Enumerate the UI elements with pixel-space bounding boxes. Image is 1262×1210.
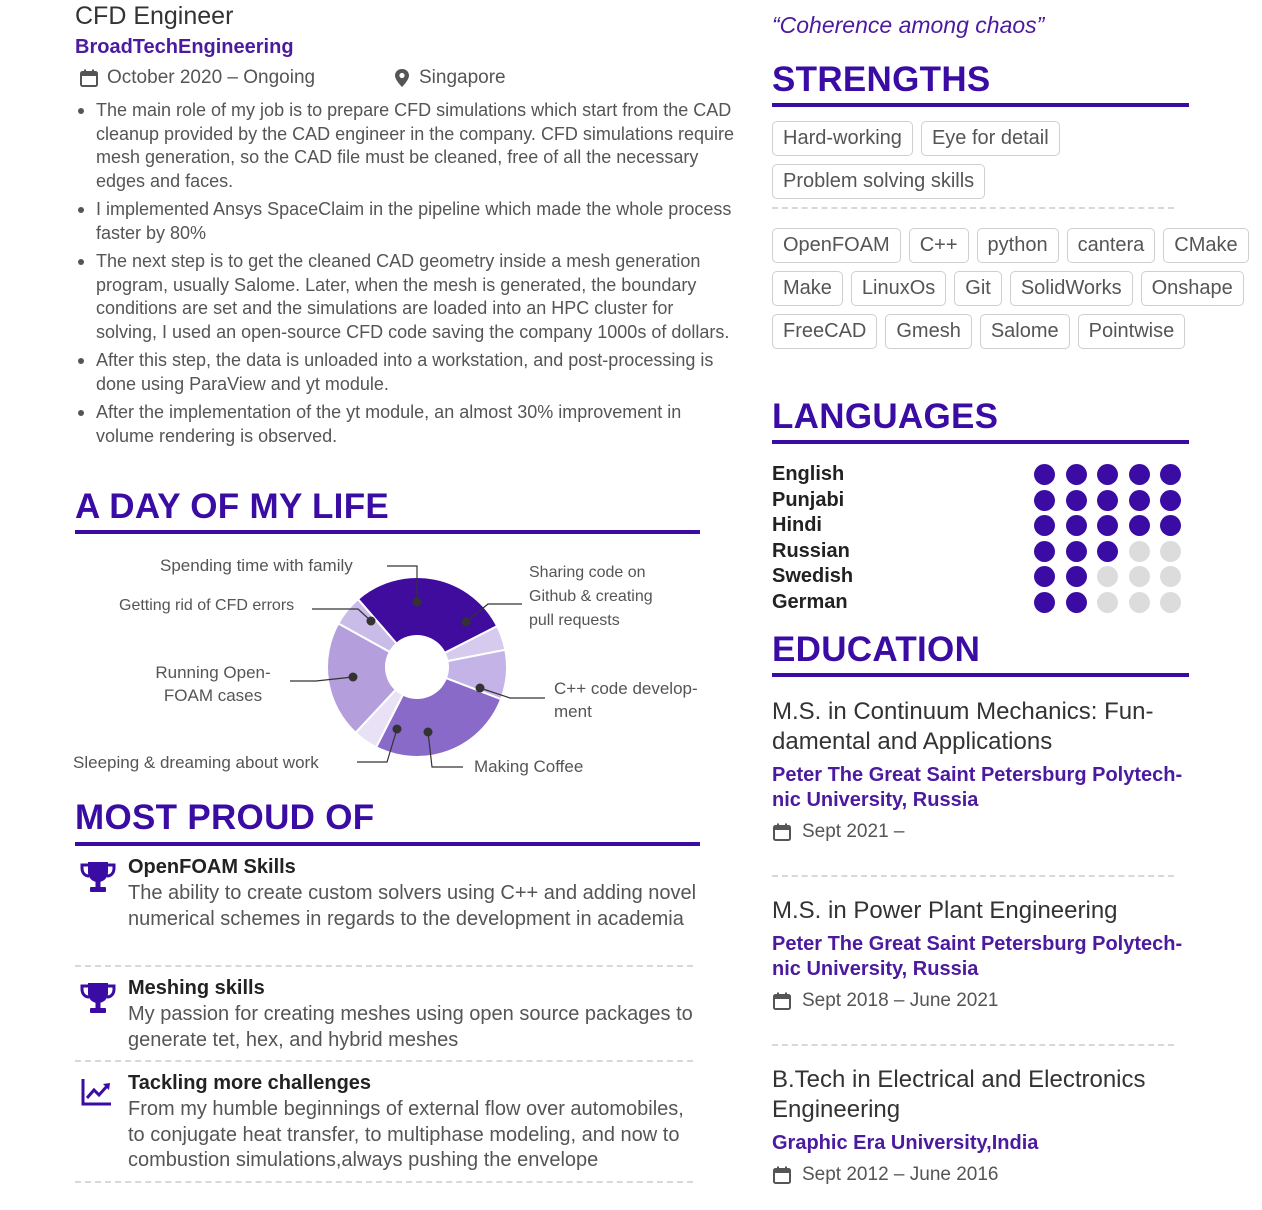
- level-dot-filled: [1129, 490, 1150, 511]
- donut-label-github: [529, 561, 653, 633]
- proud-item-desc: My passion for creating meshes using open source packages to generate tet, hex, and hybrid meshes: [128, 1003, 693, 1051]
- level-dot-filled: [1066, 464, 1087, 485]
- section-rule: [772, 103, 1189, 107]
- job-bullets: [78, 99, 738, 453]
- level-dot-filled: [1066, 566, 1087, 587]
- leader-dot: [393, 725, 402, 734]
- level-dot-filled: [1160, 464, 1181, 485]
- language-level-dots: [1034, 541, 1181, 562]
- level-dot-empty: [1097, 592, 1118, 613]
- divider: [75, 1060, 693, 1062]
- section-heading-education: EDUCATION: [772, 630, 981, 669]
- job-location-text: Singapore: [419, 67, 506, 88]
- calendar-icon: [79, 68, 99, 88]
- level-dot-filled: [1034, 566, 1055, 587]
- job-location: [393, 67, 506, 89]
- leader-dot: [424, 728, 433, 737]
- language-row: [772, 539, 1192, 565]
- skill-tag: CMake: [1163, 228, 1248, 263]
- level-dot-empty: [1129, 566, 1150, 587]
- level-dot-filled: [1066, 515, 1087, 536]
- job-period: [79, 67, 315, 89]
- language-level-dots: [1034, 490, 1181, 511]
- proud-item-desc: From my humble beginnings of external flow over automobiles, to conjugate heat transfer, to multiphase modeling, and now to combustion simulations,always pushing the envelope: [128, 1098, 684, 1171]
- section-heading-proud: MOST PROUD OF: [75, 798, 375, 837]
- company-name: BroadTechEngineering: [75, 36, 294, 58]
- education-entry: [772, 697, 1192, 843]
- level-dot-filled: [1066, 592, 1087, 613]
- level-dot-empty: [1097, 566, 1118, 587]
- university-line: Peter The Great Saint Petersburg Polytech-: [772, 764, 1183, 786]
- trophy-icon: [79, 858, 117, 896]
- education-date-text: Sept 2021 –: [802, 821, 905, 842]
- leader-dot: [476, 684, 485, 693]
- education-date: [772, 821, 1192, 843]
- university-line: Peter The Great Saint Petersburg Polytech-: [772, 933, 1183, 955]
- level-dot-empty: [1129, 592, 1150, 613]
- degree-line: B.Tech in Electrical and Electronics: [772, 1066, 1146, 1093]
- location-pin-icon: [393, 68, 411, 88]
- trend-chart-icon: [79, 1074, 115, 1110]
- donut-label-errors: Getting rid of CFD errors: [119, 597, 295, 614]
- calendar-icon: [772, 1165, 792, 1185]
- language-row: [772, 564, 1192, 590]
- divider: [772, 207, 1174, 209]
- level-dot-filled: [1034, 541, 1055, 562]
- skill-tag: Hard-working: [772, 121, 913, 156]
- language-name: Punjabi: [772, 488, 845, 511]
- section-heading-strengths: STRENGTHS: [772, 60, 991, 99]
- skill-tag: Make: [772, 271, 843, 306]
- section-heading-languages: LANGUAGES: [772, 397, 999, 436]
- donut-label-family: Spending time with family: [160, 556, 353, 575]
- level-dot-filled: [1034, 592, 1055, 613]
- donut-label-line: pull requests: [529, 612, 620, 629]
- donut-label-line: Sharing code on: [529, 564, 646, 581]
- skill-tag: python: [977, 228, 1059, 263]
- level-dot-filled: [1097, 464, 1118, 485]
- leader-dot: [367, 617, 376, 626]
- divider: [772, 875, 1174, 877]
- skill-tag: Problem solving skills: [772, 164, 985, 199]
- language-name: German: [772, 590, 848, 613]
- leader-dot: [462, 618, 471, 627]
- degree-line: Engineering: [772, 1096, 901, 1123]
- proud-item: [75, 856, 697, 956]
- donut-label-line: FOAM cases: [163, 686, 263, 705]
- level-dot-filled: [1097, 541, 1118, 562]
- degree-line: damental and Applications: [772, 728, 1053, 755]
- skill-tag: SolidWorks: [1010, 271, 1133, 306]
- skill-tag: LinuxOs: [851, 271, 946, 306]
- proud-item-desc: The ability to create custom solvers using C++ and adding novel numerical schemes in regards to the development in academia: [128, 882, 697, 930]
- skill-tag: Salome: [980, 314, 1070, 349]
- university-line: Graphic Era University,India: [772, 1132, 1039, 1154]
- skill-tag: Pointwise: [1078, 314, 1186, 349]
- job-bullet: I implemented Ansys SpaceClaim in the pipeline which made the whole process faster by 80%: [78, 198, 738, 245]
- level-dot-filled: [1129, 515, 1150, 536]
- university-name: [772, 932, 1192, 982]
- level-dot-filled: [1097, 515, 1118, 536]
- section-rule: [75, 530, 700, 534]
- education-date: [772, 990, 1192, 1012]
- language-level-dots: [1034, 566, 1181, 587]
- degree-title: [772, 896, 1192, 926]
- language-name: English: [772, 463, 845, 486]
- tool-skill-tags: [772, 228, 1257, 349]
- skill-tag: cantera: [1067, 228, 1156, 263]
- university-name: [772, 763, 1192, 813]
- proud-item-title: OpenFOAM Skills: [128, 856, 296, 878]
- language-name: Hindi: [772, 514, 822, 537]
- skill-tag: FreeCAD: [772, 314, 877, 349]
- degree-line: M.S. in Continuum Mechanics: Fun-: [772, 698, 1154, 725]
- education-entry: [772, 1065, 1192, 1186]
- language-row: [772, 513, 1192, 539]
- skill-tag: C++: [909, 228, 969, 263]
- level-dot-empty: [1160, 566, 1181, 587]
- language-name: Swedish: [772, 565, 854, 588]
- skill-tag: Git: [954, 271, 1002, 306]
- level-dot-empty: [1160, 592, 1181, 613]
- calendar-icon: [772, 991, 792, 1011]
- job-bullet: After the implementation of the yt module, an almost 30% improvement in volume rendering is observed.: [78, 401, 738, 448]
- job-title: CFD Engineer: [75, 2, 234, 30]
- section-heading-day: A DAY OF MY LIFE: [75, 487, 390, 526]
- job-bullet: The next step is to get the cleaned CAD geometry inside a mesh generation program, usually Salome. Later, when the mesh is generated, the boundary conditions are set and the simulations are loaded into an HPC cluster for solving, I used an open-source CFD code saving the company 1000s of dollars.: [78, 250, 738, 344]
- skill-tag: OpenFOAM: [772, 228, 901, 263]
- language-level-dots: [1034, 464, 1181, 485]
- soft-skill-tags: [772, 121, 1102, 199]
- level-dot-empty: [1129, 541, 1150, 562]
- education-entry: [772, 896, 1192, 1012]
- level-dot-filled: [1097, 490, 1118, 511]
- donut-label-line: Github & creating: [529, 588, 653, 605]
- skill-tag: Eye for detail: [921, 121, 1060, 156]
- proud-item-title: Meshing skills: [128, 977, 265, 999]
- trophy-icon: [79, 979, 117, 1017]
- degree-title: [772, 697, 1192, 757]
- skill-tag: Onshape: [1141, 271, 1244, 306]
- language-level-dots: [1034, 515, 1181, 536]
- language-level-dots: [1034, 592, 1181, 613]
- skill-tag: Gmesh: [885, 314, 971, 349]
- donut-label-line: C++ code develop-: [554, 679, 698, 698]
- divider: [75, 965, 693, 967]
- level-dot-filled: [1160, 515, 1181, 536]
- divider: [772, 1044, 1174, 1046]
- proud-item: [75, 977, 693, 1052]
- level-dot-filled: [1034, 515, 1055, 536]
- level-dot-filled: [1034, 464, 1055, 485]
- university-line: nic University, Russia: [772, 789, 979, 811]
- level-dot-filled: [1066, 541, 1087, 562]
- leader-dot: [413, 598, 422, 607]
- language-name: Russian: [772, 539, 850, 562]
- job-bullet: The main role of my job is to prepare CFD simulations which start from the CAD cleanup provided by the CAD engineer in the company. CFD simulations require mesh generation, so the CAD file must be cleaned, free of all the necessary edges and faces.: [78, 99, 738, 193]
- calendar-icon: [772, 822, 792, 842]
- university-line: nic University, Russia: [772, 958, 979, 980]
- section-rule: [772, 440, 1189, 444]
- education-date-text: Sept 2012 – June 2016: [802, 1164, 999, 1185]
- language-row: [772, 462, 1192, 488]
- donut-label-sleeping: Sleeping & dreaming about work: [73, 753, 319, 772]
- degree-line: M.S. in Power Plant Engineering: [772, 897, 1118, 924]
- job-bullet: After this step, the data is unloaded into a workstation, and post-processing is done using ParaView and yt module.: [78, 349, 738, 396]
- divider: [75, 1181, 693, 1183]
- donut-label-line: ment: [554, 702, 592, 721]
- level-dot-empty: [1160, 541, 1181, 562]
- donut-label-coffee: Making Coffee: [474, 757, 584, 776]
- university-name: [772, 1131, 1192, 1156]
- donut-label-openfoam: [150, 661, 276, 707]
- level-dot-filled: [1066, 490, 1087, 511]
- donut-label-cpp: [554, 677, 698, 723]
- language-row: [772, 488, 1192, 514]
- degree-title: [772, 1065, 1192, 1125]
- donut-label-line: Running Open-: [155, 663, 271, 682]
- level-dot-filled: [1034, 490, 1055, 511]
- level-dot-filled: [1129, 464, 1150, 485]
- section-rule: [75, 842, 700, 846]
- leader-dot: [349, 673, 358, 682]
- language-row: [772, 590, 1192, 616]
- proud-item-title: Tackling more challenges: [128, 1072, 372, 1094]
- education-date: [772, 1164, 1192, 1186]
- quote: “Coherence among chaos”: [772, 12, 1045, 38]
- job-period-text: October 2020 – Ongoing: [107, 67, 316, 88]
- section-rule: [772, 673, 1189, 677]
- proud-item: [75, 1072, 693, 1177]
- education-date-text: Sept 2018 – June 2021: [802, 990, 999, 1011]
- level-dot-filled: [1160, 490, 1181, 511]
